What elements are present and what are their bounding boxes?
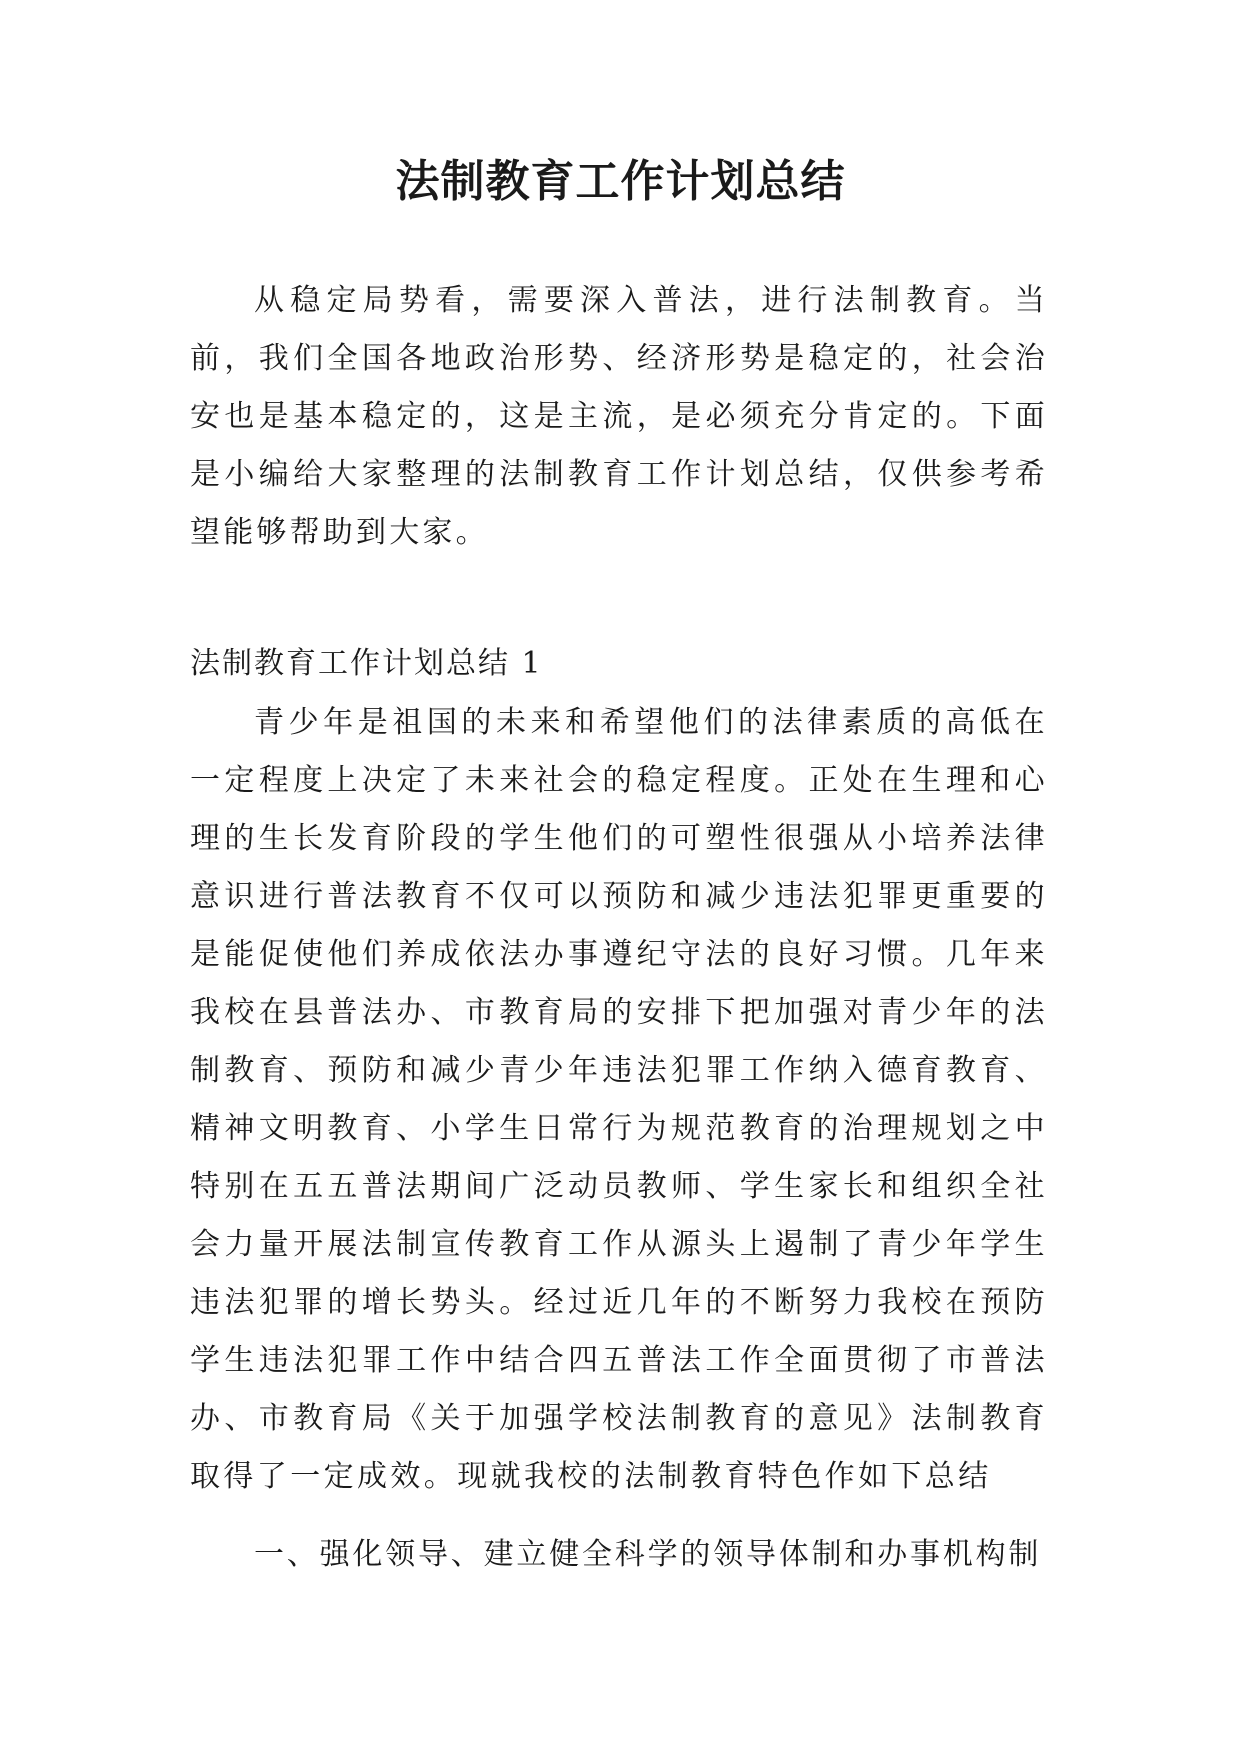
section-heading: 法制教育工作计划总结 1 (190, 646, 543, 681)
body-paragraph: 一、强化领导、建立健全科学的领导体制和办事机构制 (254, 1537, 1042, 1572)
body-paragraph: 青少年是祖国的未来和希望他们的法律素质的高低在一定程度上决定了未来社会的稳定程度。正处在生理和心理的生长发育阶段的学生他们的可塑性很强从小培养法律意识进行普法教育不仅可以预防和减少违法犯罪更重要的是能促使他们养成依法办事遵纪守法的良好习惯。几年来我校在县普法办、市教育局的安排下把加强对青少年的法制教育、预防和减少青少年违法犯罪工作纳入德育教育、精神文明教育、小学生日常行为规范教育的治理规划之中特别在五五普法期间广泛动员教师、学生家长和组织全社会力量开展法制宣传教育工作从源头上遏制了青少年学生违法犯罪的增长势头。经过近几年的不断努力我校在预防学生违法犯罪工作中结合四五普法工作全面贯彻了市普法办、市教育局《关于加强学校法制教育的意见》法制教育取得了一定成效。现就我校的法制教育特色作如下总结 (190, 705, 1048, 1494)
document-title: 法制教育工作计划总结 (395, 156, 846, 207)
intro-paragraph: 从稳定局势看，需要深入普法，进行法制教育。当前，我们全国各地政治形势、经济形势是稳定的，社会治安也是基本稳定的，这是主流，是必须充分肯定的。下面是小编给大家整理的法制教育工作计划总结，仅供参考希望能够帮助到大家。 (190, 283, 1048, 550)
